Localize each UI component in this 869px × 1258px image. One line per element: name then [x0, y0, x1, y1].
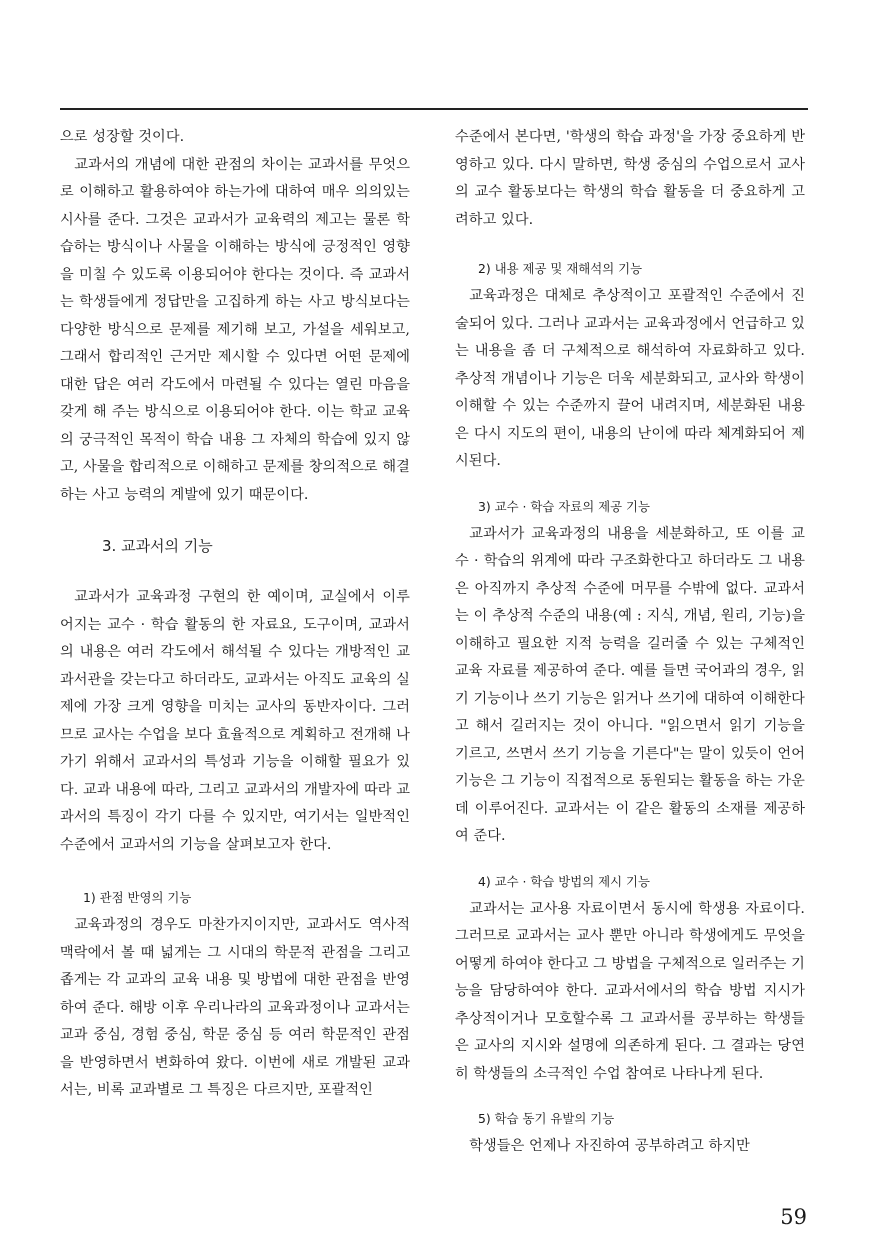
- subsection-heading: 5) 학습 동기 유발의 기능: [478, 1111, 615, 1126]
- paragraph: 수준에서 본다면, '학생의 학습 과정'을 가장 중요하게 반영하고 있다. 다시 말하면, 학생 중심의 수업으로서 교사의 교수 활동보다는 학생의 학습 활동을 더 중요하게 고려하고 있다.: [455, 129, 805, 228]
- paragraph: 교육과정은 대체로 추상적이고 포괄적인 수준에서 진술되어 있다. 그러나 교과서는 교육과정에서 언급하고 있는 내용을 좀 더 구체적으로 해석하여 자료화하고 있다. 추상적 개념이나 기능은 더욱 세분화되고, 교사와 학생이 이해할 수 있는 수준까지 끌어 내려지며, 세분화된 내용은 다시 지도의 편이, 내용의 난이에 따라 체계화되어 제시된다.: [455, 288, 805, 469]
- paragraph: 으로 성장할 것이다.: [60, 129, 185, 145]
- header-rule: [60, 108, 808, 110]
- section-heading: 3. 교과서의 기능: [102, 537, 213, 555]
- paragraph: 교과서는 교사용 자료이면서 동시에 학생용 자료이다. 그러므로 교과서는 교사 뿐만 아니라 학생에게도 무엇을 어떻게 하여야 한다고 그 방법을 구체적으로 일러주는 기능을 담당하여야 한다. 교과서에서의 학습 방법 지시가 추상적이거나 모호할수록 그 교과서를 공부하는 학생들은 교사의 지시와 설명에 의존하게 된다. 그 결과는 당연히 학생들의 소극적인 수업 참여로 나타나게 된다.: [455, 900, 805, 1082]
- paragraph: 교과서의 개념에 대한 관점의 차이는 교과서를 무엇으로 이해하고 활용하여야 하는가에 대하여 매우 의의있는 시사를 준다. 그것은 교과서가 교육력의 제고는 물론 학습하는 방식이나 사물을 이해하는 방식에 긍정적인 영향을 미칠 수 있도록 이용되어야 한다는 것이다. 즉 교과서는 학생들에게 정답만을 고집하게 하는 사고 방식보다는 다양한 방식으로 문제를 제기해 보고, 가설을 세워보고, 그래서 합리적인 근거만 제시할 수 있다면 어떤 문제에 대한 답은 여러 각도에서 마련될 수 있다는 열린 마음을 갖게 해 주는 방식으로 이용되어야 한다. 이는 학교 교육의 궁극적인 목적이 학습 내용 그 자체의 학습에 있지 않고, 사물을 합리적으로 이해하고 문제를 창의적으로 해결하는 사고 능력의 계발에 있기 때문이다.: [60, 156, 410, 503]
- paragraph: 교과서가 교육과정의 내용을 세분화하고, 또 이를 교수 · 학습의 위계에 따라 구조화한다고 하더라도 그 내용은 아직까지 추상적 수준에 머무를 수밖에 없다. 교과서는 이 추상적 수준의 내용(예 : 지식, 개념, 원리, 기능)을 이해하고 필요한 지적 능력을 길러줄 수 있는 구체적인 교육 자료를 제공하여 준다. 예를 들면 국어과의 경우, 읽기 기능이나 쓰기 기능은 읽거나 쓰기에 대하여 이해한다고 해서 길러지는 것이 아니다. "읽으면서 읽기 기능을 기르고, 쓰면서 쓰기 기능을 기른다"는 말이 있듯이 언어 기능은 그 기능이 직접적으로 동원되는 활동을 하는 가운데 이루어진다. 교과서는 이 같은 활동의 소재를 제공하여 준다.: [455, 525, 805, 844]
- paragraph: 교육과정의 경우도 마찬가지이지만, 교과서도 역사적 맥락에서 볼 때 넓게는 그 시대의 학문적 관점을 그리고 좁게는 각 교과의 교육 내용 및 방법에 대한 관점을 반영하여 준다. 해방 이후 우리나라의 교육과정이나 교과서는 교과 중심, 경험 중심, 학문 중심 등 여러 학문적인 관점을 반영하면서 변화하여 왔다. 이번에 새로 개발된 교과서는, 비록 교과별로 그 특징은 다르지만, 포괄적인: [60, 917, 410, 1098]
- paragraph: 교과서가 교육과정 구현의 한 예이며, 교실에서 이루어지는 교수 · 학습 활동의 한 자료요, 도구이며, 교과서의 내용은 여러 각도에서 해석될 수 있다는 개방적인 교과서관을 갖는다고 하더라도, 교과서는 아직도 교육의 실제에 가장 크게 영향을 미치는 교사의 동반자이다. 그러므로 교사는 수업을 보다 효율적으로 계획하고 전개해 나가기 위해서 교과서의 특성과 기능을 이해할 필요가 있다. 교과 내용에 따라, 그리고 교과서의 개발자에 따라 교과서의 특징이 각기 다를 수 있지만, 여기서는 일반적인 수준에서 교과서의 기능을 살펴보고자 한다.: [60, 589, 410, 853]
- subsection-heading: 1) 관점 반영의 기능: [83, 890, 192, 905]
- right-column: [455, 124, 805, 1161]
- subsection-heading: 4) 교수 · 학습 방법의 제시 기능: [478, 873, 650, 889]
- subsection-heading: 2) 내용 제공 및 재해석의 기능: [478, 261, 643, 276]
- page-number: 59: [780, 1205, 807, 1229]
- left-column: [60, 124, 410, 1105]
- paragraph: 학생들은 언제나 자진하여 공부하려고 하지만: [469, 1138, 750, 1154]
- subsection-heading: 3) 교수 · 학습 자료의 제공 기능: [478, 498, 650, 514]
